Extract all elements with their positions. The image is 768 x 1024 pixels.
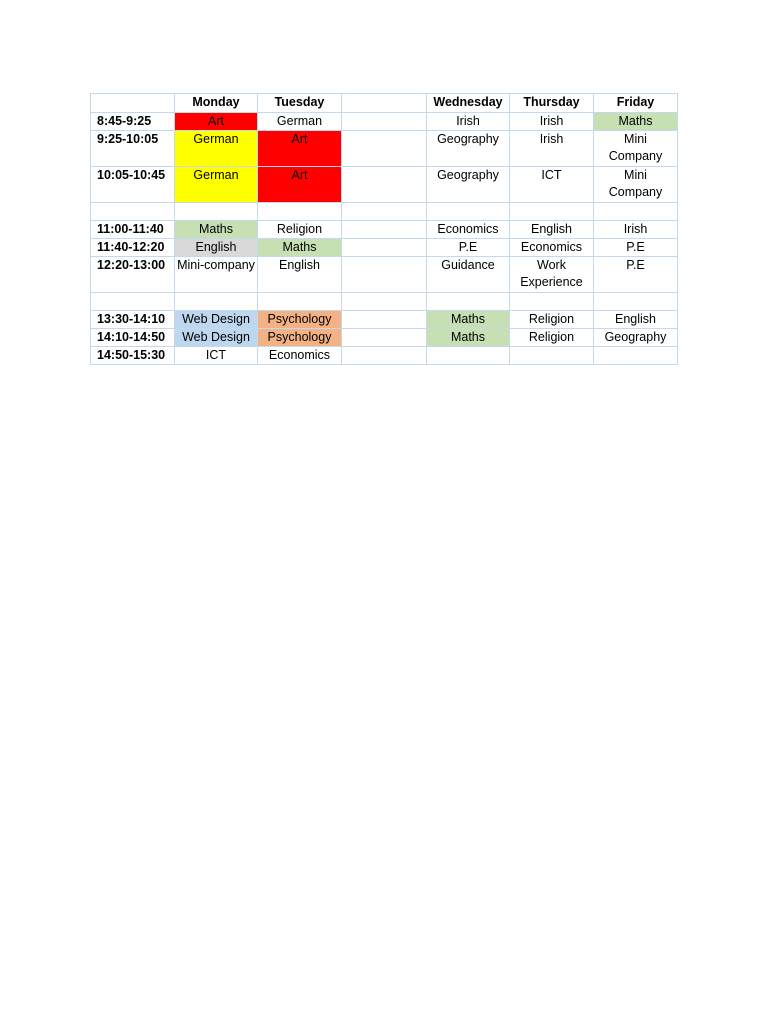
lesson-cell-friday: Maths: [594, 113, 678, 131]
lesson-cell-friday: Mini Company: [594, 131, 678, 167]
header-cell-time: [91, 94, 175, 113]
lesson-cell-tuesday: Maths: [258, 239, 342, 257]
lesson-cell-wednesday: Geography: [427, 167, 510, 203]
time-slot-cell: 14:50-15:30: [91, 347, 175, 365]
lesson-cell-monday: ICT: [175, 347, 258, 365]
lesson-cell-monday: English: [175, 239, 258, 257]
lesson-cell-friday: P.E: [594, 257, 678, 293]
lesson-cell-monday: Web Design: [175, 311, 258, 329]
lesson-cell-friday: [594, 203, 678, 221]
header-row: [91, 94, 678, 113]
timetable-row: [91, 257, 678, 293]
lesson-cell-gap: [342, 347, 427, 365]
lesson-cell-gap: [342, 293, 427, 311]
header-cell-monday: Monday: [175, 94, 258, 113]
lesson-cell-tuesday: [258, 293, 342, 311]
header-cell-tuesday: Tuesday: [258, 94, 342, 113]
lesson-cell-friday: P.E: [594, 239, 678, 257]
timetable-row: [91, 347, 678, 365]
lesson-cell-thursday: [510, 293, 594, 311]
lesson-cell-tuesday: Art: [258, 167, 342, 203]
lesson-cell-wednesday: [427, 347, 510, 365]
lesson-cell-monday: [175, 203, 258, 221]
lesson-cell-thursday: Religion: [510, 329, 594, 347]
timetable-row: [91, 311, 678, 329]
lesson-cell-monday: German: [175, 167, 258, 203]
timetable-row: [91, 113, 678, 131]
lesson-cell-friday: [594, 347, 678, 365]
lesson-cell-gap: [342, 311, 427, 329]
lesson-cell-tuesday: Psychology: [258, 329, 342, 347]
lesson-cell-tuesday: Psychology: [258, 311, 342, 329]
time-slot-cell: [91, 293, 175, 311]
timetable: [90, 93, 678, 365]
time-slot-cell: 10:05-10:45: [91, 167, 175, 203]
lesson-cell-gap: [342, 329, 427, 347]
header-cell-gap: [342, 94, 427, 113]
time-slot-cell: 9:25-10:05: [91, 131, 175, 167]
break-row: [91, 293, 678, 311]
time-slot-cell: 8:45-9:25: [91, 113, 175, 131]
lesson-cell-thursday: Work Experience: [510, 257, 594, 293]
lesson-cell-friday: Geography: [594, 329, 678, 347]
lesson-cell-tuesday: Economics: [258, 347, 342, 365]
lesson-cell-gap: [342, 131, 427, 167]
lesson-cell-gap: [342, 167, 427, 203]
lesson-cell-wednesday: [427, 293, 510, 311]
lesson-cell-wednesday: [427, 203, 510, 221]
lesson-cell-wednesday: Irish: [427, 113, 510, 131]
lesson-cell-gap: [342, 239, 427, 257]
lesson-cell-thursday: [510, 203, 594, 221]
header-cell-wednesday: Wednesday: [427, 94, 510, 113]
lesson-cell-thursday: Irish: [510, 113, 594, 131]
lesson-cell-wednesday: Maths: [427, 329, 510, 347]
lesson-cell-wednesday: Economics: [427, 221, 510, 239]
lesson-cell-monday: Art: [175, 113, 258, 131]
time-slot-cell: 12:20-13:00: [91, 257, 175, 293]
timetable-body: [91, 94, 678, 365]
lesson-cell-tuesday: German: [258, 113, 342, 131]
lesson-cell-wednesday: Maths: [427, 311, 510, 329]
timetable-row: [91, 221, 678, 239]
lesson-cell-wednesday: P.E: [427, 239, 510, 257]
lesson-cell-tuesday: Religion: [258, 221, 342, 239]
lesson-cell-thursday: [510, 347, 594, 365]
timetable-row: [91, 329, 678, 347]
timetable-row: [91, 131, 678, 167]
lesson-cell-tuesday: Art: [258, 131, 342, 167]
lesson-cell-tuesday: English: [258, 257, 342, 293]
lesson-cell-gap: [342, 221, 427, 239]
lesson-cell-friday: Irish: [594, 221, 678, 239]
lesson-cell-monday: Mini-company: [175, 257, 258, 293]
lesson-cell-thursday: English: [510, 221, 594, 239]
break-row: [91, 203, 678, 221]
header-cell-thursday: Thursday: [510, 94, 594, 113]
lesson-cell-thursday: Religion: [510, 311, 594, 329]
lesson-cell-friday: Mini Company: [594, 167, 678, 203]
lesson-cell-monday: Web Design: [175, 329, 258, 347]
timetable-row: [91, 167, 678, 203]
lesson-cell-monday: Maths: [175, 221, 258, 239]
lesson-cell-friday: English: [594, 311, 678, 329]
lesson-cell-thursday: Economics: [510, 239, 594, 257]
time-slot-cell: [91, 203, 175, 221]
time-slot-cell: 14:10-14:50: [91, 329, 175, 347]
lesson-cell-wednesday: Geography: [427, 131, 510, 167]
timetable-row: [91, 239, 678, 257]
lesson-cell-gap: [342, 257, 427, 293]
lesson-cell-tuesday: [258, 203, 342, 221]
lesson-cell-gap: [342, 203, 427, 221]
lesson-cell-thursday: ICT: [510, 167, 594, 203]
lesson-cell-monday: [175, 293, 258, 311]
time-slot-cell: 13:30-14:10: [91, 311, 175, 329]
lesson-cell-thursday: Irish: [510, 131, 594, 167]
lesson-cell-monday: German: [175, 131, 258, 167]
time-slot-cell: 11:40-12:20: [91, 239, 175, 257]
header-cell-friday: Friday: [594, 94, 678, 113]
lesson-cell-wednesday: Guidance: [427, 257, 510, 293]
lesson-cell-friday: [594, 293, 678, 311]
time-slot-cell: 11:00-11:40: [91, 221, 175, 239]
lesson-cell-gap: [342, 113, 427, 131]
